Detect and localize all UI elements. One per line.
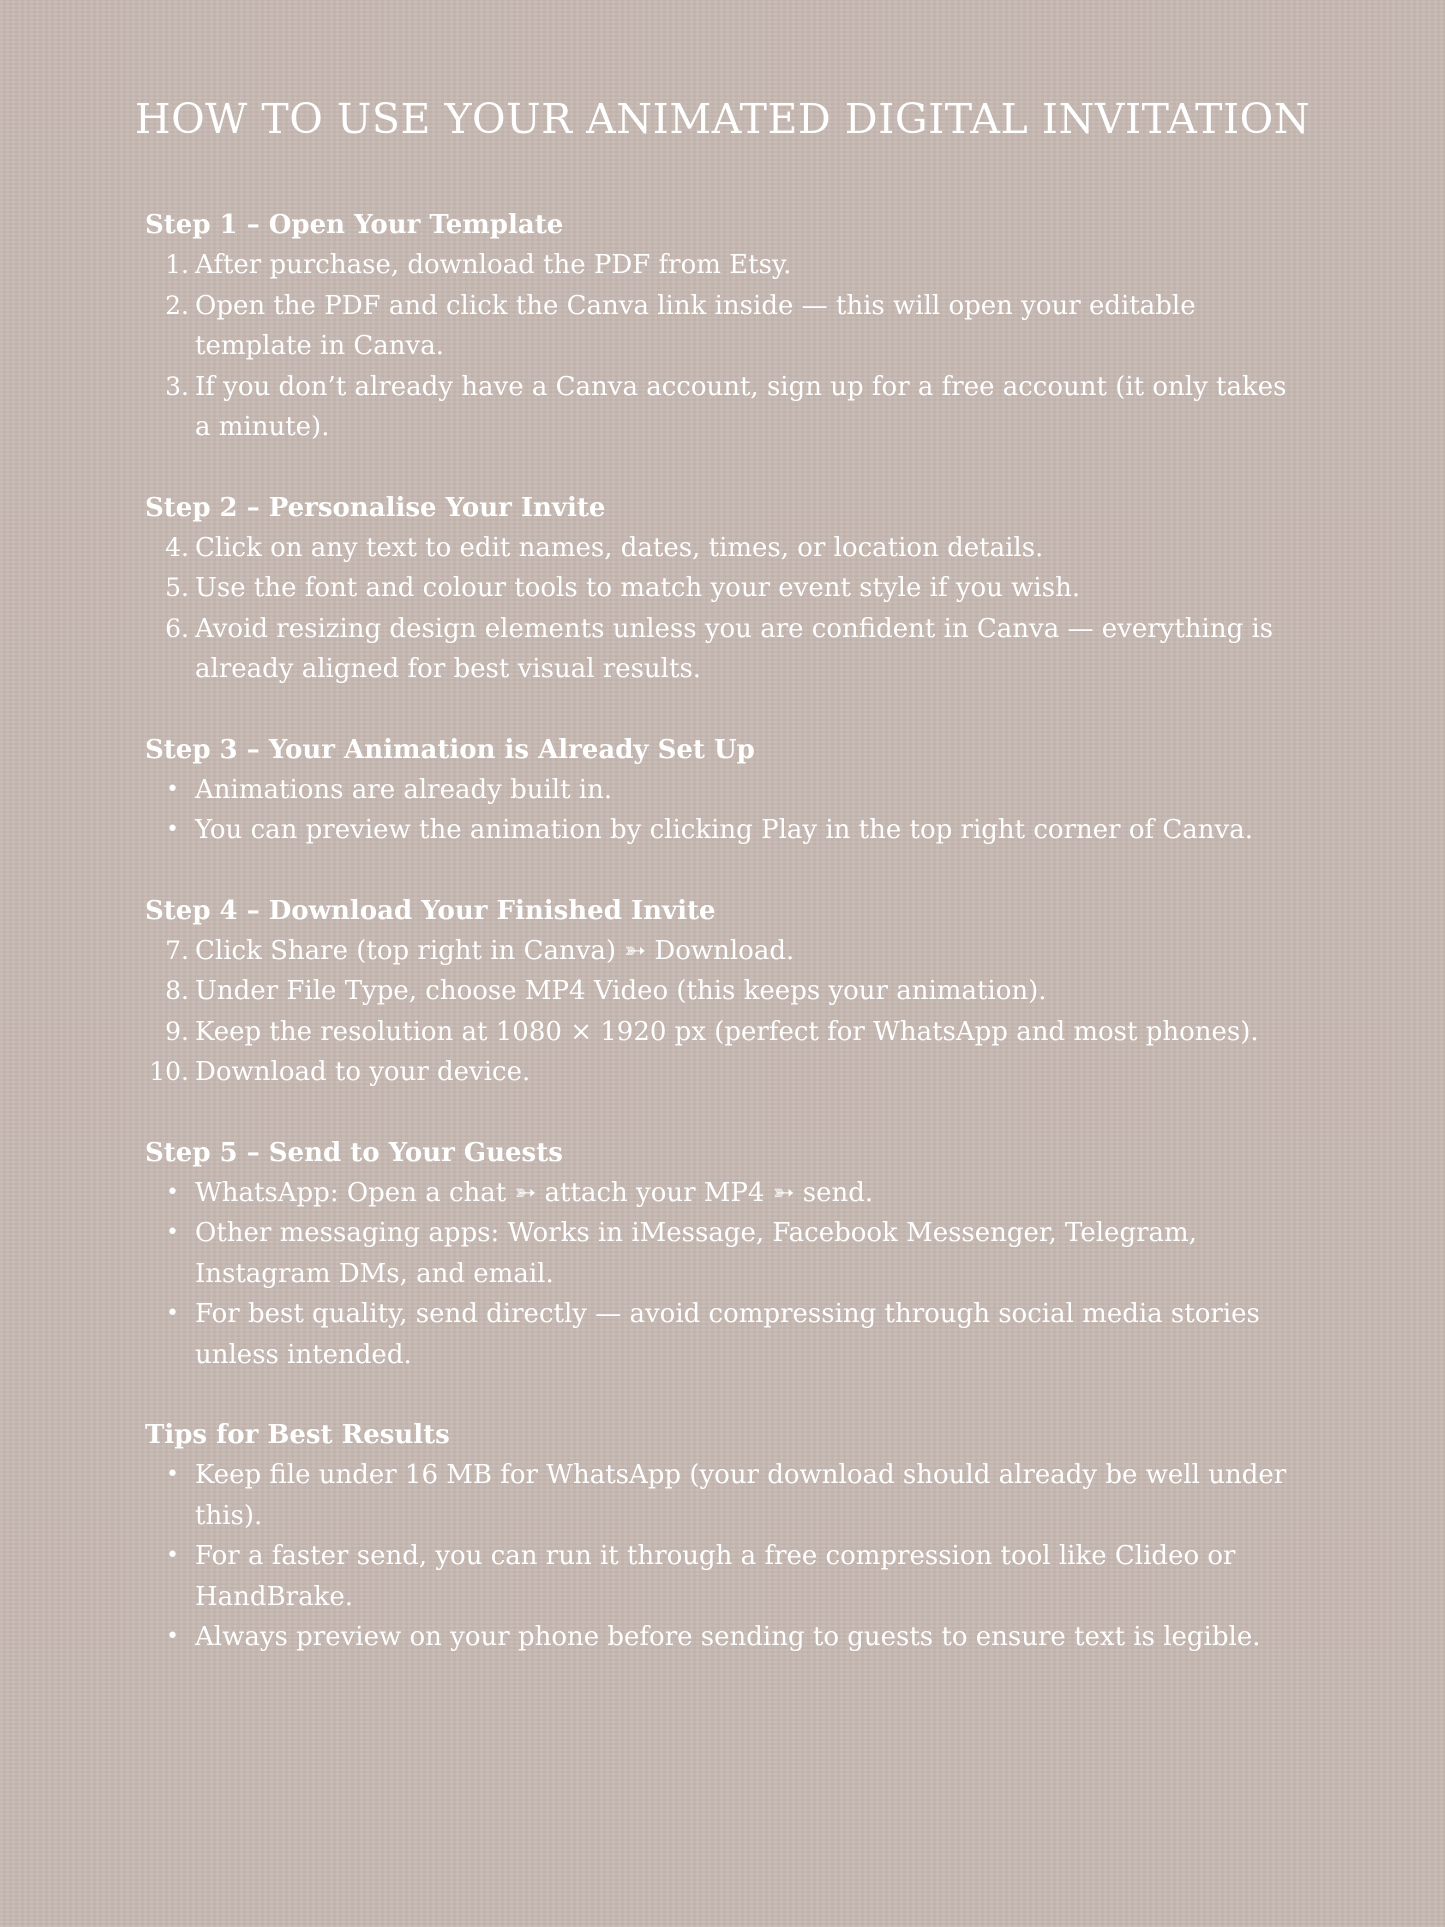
list-item [145,1294,1305,1375]
list-item-text: Keep file under 16 MB for WhatsApp (your download should already be well under this). [195,1460,1287,1531]
list-item [145,770,1305,811]
list-item [145,1173,1305,1214]
bullet-icon: • [166,817,179,842]
list-item [145,931,1305,972]
section-heading: Step 4 – Download Your Finished Invite [145,895,716,926]
numbered-list [145,245,1305,448]
list-item-text: WhatsApp: Open a chat ➳ attach your MP4 ➳ send. [195,1177,874,1208]
bullet-icon: • [166,1179,179,1205]
list-item-text: For best quality, send directly — avoid compressing through social media stories unless intended. [195,1299,1260,1370]
bullet-list [145,1455,1305,1658]
list-item-text: Download to your device. [195,1057,531,1087]
section-heading: Tips for Best Results [145,1420,450,1450]
section-step-1 [145,205,1305,448]
list-item [145,528,1305,569]
list-marker: 2. [165,290,189,320]
section-step-3 [145,730,1305,851]
list-marker: 5. [165,573,189,602]
section-heading: Step 1 – Open Your Template [145,210,564,240]
list-item-text: Always preview on your phone before sending to guests to ensure text is legible. [195,1622,1261,1652]
bullet-icon: • [166,1462,179,1487]
list-item [145,1012,1305,1053]
section-heading: Step 5 – Send to Your Guests [145,1137,563,1168]
list-item-text: Keep the resolution at 1080 × 1920 px (perfect for WhatsApp and most phones). [195,1016,1259,1047]
instructions-content [145,205,1305,1698]
section-step-5 [145,1133,1305,1376]
bullet-list [145,1173,1305,1376]
list-item [145,367,1305,448]
list-item [145,245,1305,286]
numbered-list [145,528,1305,690]
list-item-text: Animations are already built in. [195,774,613,805]
list-item [145,609,1305,690]
list-marker: 7. [165,935,189,965]
section-heading: Step 2 – Personalise Your Invite [145,492,606,523]
list-marker: 1. [165,250,189,279]
list-item-text: For a faster send, you can run it through a free compression tool like Clideo or HandBrake. [195,1541,1236,1612]
section-step-4 [145,891,1305,1093]
list-item-text: Other messaging apps: Works in iMessage, Facebook Messenger, Telegram, Instagram DMs, and email. [195,1218,1197,1289]
list-marker: 10. [149,1057,189,1086]
list-item [145,1455,1305,1536]
list-item-text: Use the font and colour tools to match your event style if you wish. [195,573,1081,603]
list-item [145,1617,1305,1658]
section-tips [145,1415,1305,1658]
list-marker: 3. [165,371,189,401]
list-item [145,1052,1305,1093]
bullet-list [145,770,1305,851]
bullet-icon: • [166,1220,179,1245]
bullet-icon: • [166,1543,179,1568]
list-item-text: You can preview the animation by clicking Play in the top right corner of Canva. [195,815,1253,845]
list-item [145,1536,1305,1617]
list-item-text: Click on any text to edit names, dates, times, or location details. [195,532,1044,563]
bullet-icon: • [166,776,179,802]
list-item-text: Under File Type, choose MP4 Video (this keeps your animation). [195,976,1047,1006]
list-item [145,810,1305,851]
section-heading: Step 3 – Your Animation is Already Set Up [145,734,755,765]
list-item [145,286,1305,367]
list-item-text: Open the PDF and click the Canva link inside — this will open your editable template in Canva. [195,290,1196,361]
list-item [145,971,1305,1012]
list-item [145,1213,1305,1294]
page-title: HOW TO USE YOUR ANIMATED DIGITAL INVITATION [134,95,1311,143]
bullet-icon: • [166,1301,179,1326]
list-marker: 6. [165,613,189,643]
list-item [145,568,1305,609]
list-item-text: If you don’t already have a Canva account, sign up for a free account (it only takes a minute). [195,371,1287,442]
section-step-2 [145,488,1305,690]
numbered-list [145,931,1305,1093]
list-marker: 9. [165,1016,189,1046]
list-item-text: Click Share (top right in Canva) ➳ Download. [195,935,795,966]
list-item-text: After purchase, download the PDF from Etsy. [195,250,792,280]
list-item-text: Avoid resizing design elements unless you are confident in Canva — everything is already aligned for best visual results. [195,613,1274,684]
bullet-icon: • [166,1624,179,1649]
list-marker: 4. [165,532,189,562]
list-marker: 8. [165,976,189,1005]
